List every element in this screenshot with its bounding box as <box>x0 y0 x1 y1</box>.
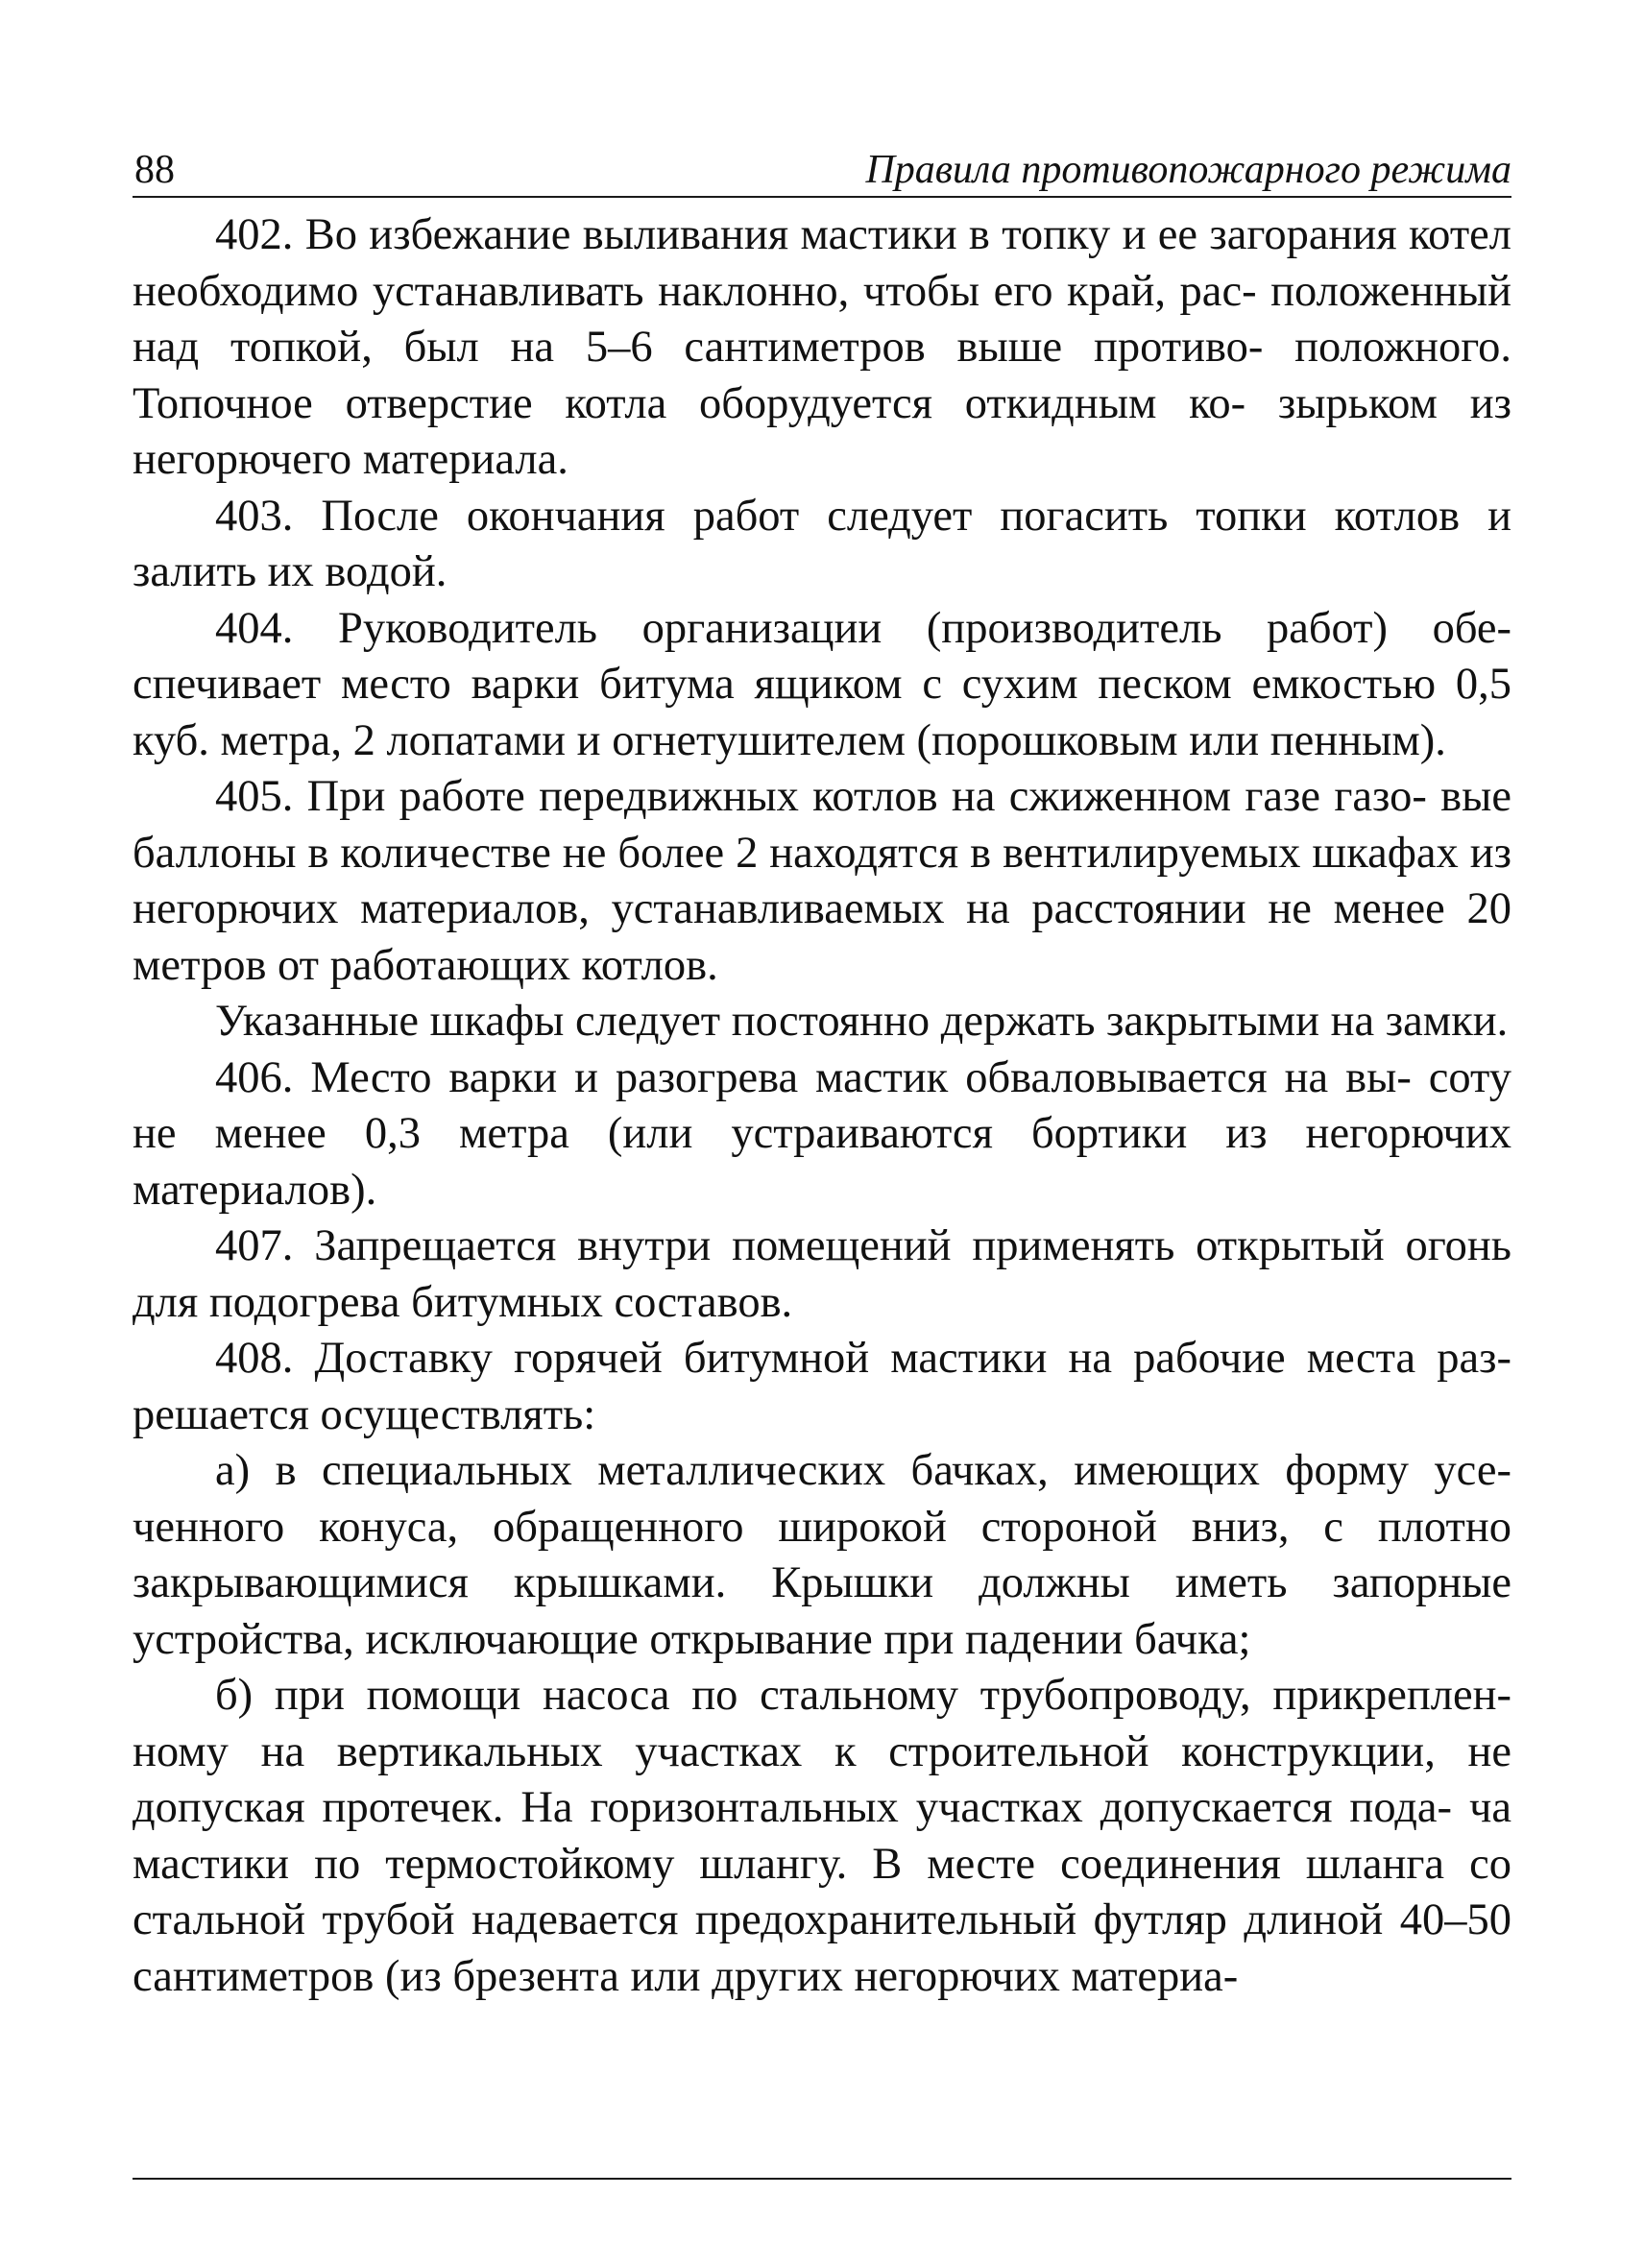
running-title: Правила противопожарного режима <box>865 148 1511 192</box>
paragraph-406: 406. Место варки и разогрева мастик обваловывается на вы- соту не менее 0,3 метра (или устраиваются бортики из негорючих материалов). <box>133 1052 1511 1215</box>
paragraph-403: 403. После окончания работ следует погасить топки котлов и залить их водой. <box>133 491 1511 596</box>
footer-rule <box>133 2178 1511 2180</box>
body-text <box>133 207 1511 2005</box>
running-head <box>133 134 1511 198</box>
paragraph-405-note: Указанные шкафы следует постоянно держать закрытыми на замки. <box>215 997 1509 1046</box>
paragraph-407: 407. Запрещается внутри помещений применять открытый огонь для подогрева битумных составов. <box>133 1221 1511 1327</box>
paragraph-408-b: б) при помощи насоса по стальному трубопроводу, прикреплен- ному на вертикальных участках к строительной конструкции, не допуская протечек. На горизонтальных участках допускается пода- ча мастики по термостойкому шлангу. В месте соединения шланга со стальной трубой надевается предохранительный футляр длиной 40–50 сантиметров (из брезента или других негорючих материа- <box>133 1671 1511 2001</box>
paragraph-402: 402. Во избежание выливания мастики в топку и ее загорания котел необходимо устанавливать наклонно, чтобы его край, рас- положенный над топкой, был на 5–6 сантиметров выше противо- положного. Топочное отверстие котла оборудуется откидным ко- зырьком из негорючего материала. <box>133 210 1511 484</box>
paragraph-404: 404. Руководитель организации (производитель работ) обе- спечивает место варки битума ящиком с сухим песком емкостью 0,5 куб. метра, 2 лопатами и огнетушителем (порошковым или пенным). <box>133 603 1511 765</box>
paragraph-408-a: а) в специальных металлических бачках, имеющих форму усе- ченного конуса, обращенного широкой стороной вниз, с плотно закрывающимися крышками. Крышки должны иметь запорные устройства, исключающие открывание при падении бачка; <box>133 1446 1511 1664</box>
page-number: 88 <box>134 148 175 192</box>
book-page <box>133 134 1511 2189</box>
paragraph-405: 405. При работе передвижных котлов на сжиженном газе газо- вые баллоны в количестве не более 2 находятся в вентилируемых шкафах из негорючих материалов, устанавливаемых на расстоянии не менее 20 метров от работающих котлов. <box>133 772 1511 990</box>
paragraph-408: 408. Доставку горячей битумной мастики на рабочие места раз- решается осуществлять: <box>133 1334 1511 1439</box>
